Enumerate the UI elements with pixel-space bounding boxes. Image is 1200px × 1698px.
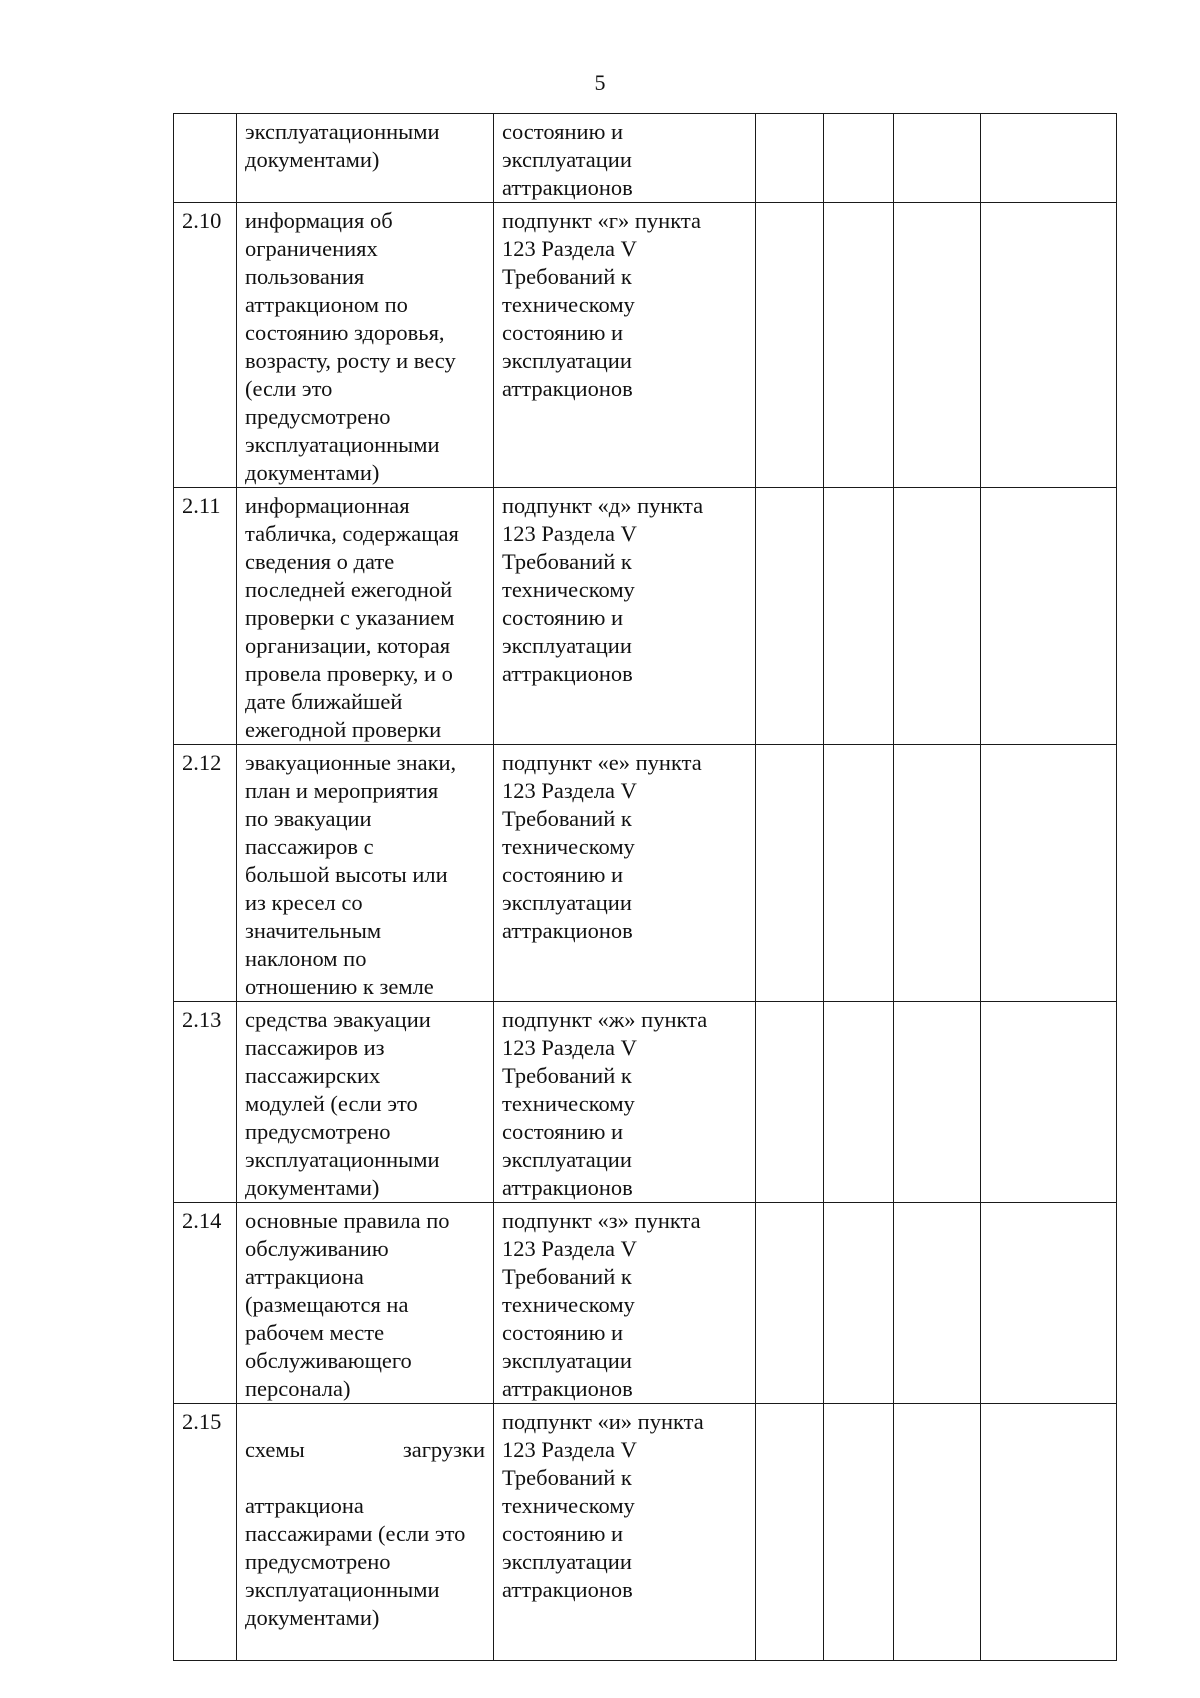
- empty-cell: [756, 1404, 824, 1661]
- empty-cell: [981, 203, 1117, 488]
- regulation-reference: подпункт «г» пункта 123 Раздела V Требований к техническому состоянию и эксплуатации аттракционов: [494, 203, 756, 488]
- empty-cell: [824, 745, 894, 1002]
- row-number: 2.13: [174, 1002, 237, 1203]
- row-number: 2.15: [174, 1404, 237, 1661]
- regulation-reference: подпункт «ж» пункта 123 Раздела V Требований к техническому состоянию и эксплуатации аттракционов: [494, 1002, 756, 1203]
- requirement-text-word: загрузки: [402, 1437, 485, 1462]
- requirement-text-word: схемы: [245, 1437, 305, 1462]
- empty-cell: [894, 114, 981, 203]
- row-number: 2.11: [174, 488, 237, 745]
- table-row: [174, 1404, 1117, 1661]
- empty-cell: [756, 745, 824, 1002]
- requirement-text-rest: аттракциона пассажирами (если это предусмотрено эксплуатационными документами): [245, 1493, 466, 1630]
- row-number: [174, 114, 237, 203]
- empty-cell: [824, 1404, 894, 1661]
- justified-line: [245, 1436, 485, 1464]
- requirement-text: средства эвакуации пассажиров из пассажирских модулей (если это предусмотрено эксплуатационными документами): [237, 1002, 494, 1203]
- empty-cell: [981, 1203, 1117, 1404]
- empty-cell: [824, 488, 894, 745]
- empty-cell: [981, 745, 1117, 1002]
- regulation-reference: подпункт «д» пункта 123 Раздела V Требований к техническому состоянию и эксплуатации аттракционов: [494, 488, 756, 745]
- row-number: 2.14: [174, 1203, 237, 1404]
- table-row: [174, 114, 1117, 203]
- empty-cell: [824, 1203, 894, 1404]
- regulation-reference: состоянию и эксплуатации аттракционов: [494, 114, 756, 203]
- requirement-text: [237, 1404, 494, 1661]
- requirement-text: информационная табличка, содержащая сведения о дате последней ежегодной проверки с указанием организации, которая провела проверку, и о дате ближайшей ежегодной проверки: [237, 488, 494, 745]
- regulation-reference: подпункт «з» пункта 123 Раздела V Требований к техническому состоянию и эксплуатации аттракционов: [494, 1203, 756, 1404]
- table-row: [174, 203, 1117, 488]
- empty-cell: [824, 114, 894, 203]
- empty-cell: [756, 114, 824, 203]
- empty-cell: [894, 488, 981, 745]
- requirement-text: информация об ограничениях пользования аттракционом по состоянию здоровья, возрасту, росту и весу (если это предусмотрено эксплуатационными документами): [237, 203, 494, 488]
- row-number: 2.10: [174, 203, 237, 488]
- table-row: [174, 1002, 1117, 1203]
- empty-cell: [824, 1002, 894, 1203]
- regulation-reference: подпункт «и» пункта 123 Раздела V Требований к техническому состоянию и эксплуатации аттракционов: [494, 1404, 756, 1661]
- row-number: 2.12: [174, 745, 237, 1002]
- empty-cell: [756, 1203, 824, 1404]
- empty-cell: [981, 1404, 1117, 1661]
- empty-cell: [894, 1002, 981, 1203]
- empty-cell: [981, 488, 1117, 745]
- requirement-text: основные правила по обслуживанию аттракциона (размещаются на рабочем месте обслуживающего персонала): [237, 1203, 494, 1404]
- empty-cell: [894, 203, 981, 488]
- table-row: [174, 488, 1117, 745]
- empty-cell: [981, 114, 1117, 203]
- empty-cell: [824, 203, 894, 488]
- empty-cell: [894, 1203, 981, 1404]
- empty-cell: [756, 1002, 824, 1203]
- empty-cell: [981, 1002, 1117, 1203]
- regulation-reference: подпункт «е» пункта 123 Раздела V Требований к техническому состоянию и эксплуатации аттракционов: [494, 745, 756, 1002]
- empty-cell: [894, 1404, 981, 1661]
- requirement-text: эвакуационные знаки, план и мероприятия по эвакуации пассажиров с большой высоты или из кресел со значительным наклоном по отношению к земле: [237, 745, 494, 1002]
- empty-cell: [756, 488, 824, 745]
- requirements-table: [173, 113, 1117, 1661]
- page-number: 5: [594, 70, 606, 95]
- requirement-text: эксплуатационными документами): [237, 114, 494, 203]
- empty-cell: [756, 203, 824, 488]
- empty-cell: [894, 745, 981, 1002]
- table-row: [174, 745, 1117, 1002]
- table-row: [174, 1203, 1117, 1404]
